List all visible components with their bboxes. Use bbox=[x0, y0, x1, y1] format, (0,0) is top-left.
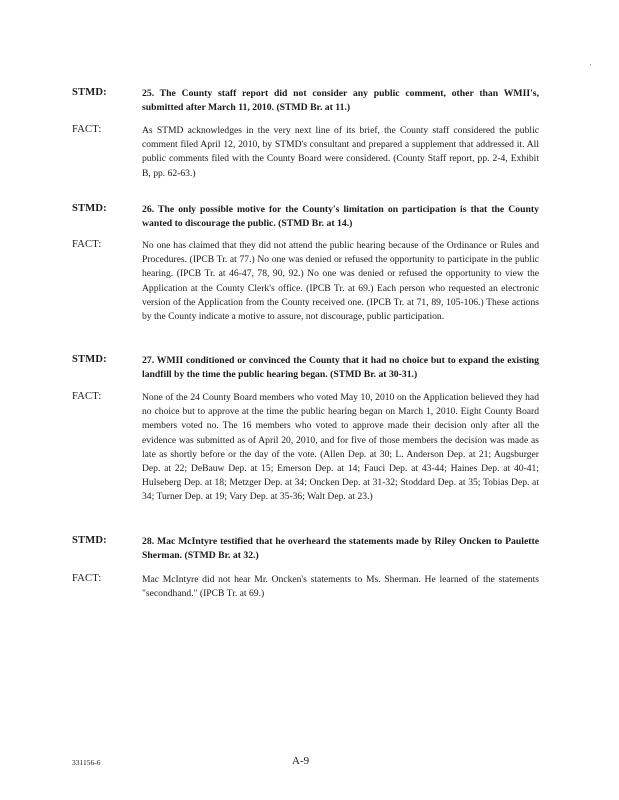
entry-text: 26. The only possible motive for the County's limitation on participation is that the County wanted to discourage the public. (STMD Br. at 14.) bbox=[142, 204, 539, 230]
corner-mark: ' bbox=[590, 64, 592, 70]
entry-text: 28. Mac McIntyre testified that he overheard the statements made by Riley Oncken to Paulette Sherman. (STMD Br. at 32.) bbox=[142, 536, 539, 562]
entry-label: FACT: bbox=[72, 391, 102, 402]
entry-text: None of the 24 County Board members who voted May 10, 2010 on the Application believed they had no choice but to approve at the time the public hearing began on March 1, 2010. Eight County Board members voted no. The 16 members who voted to approve made their decision only after all the evidence was submitted as of April 20, 2010, and for five of those members the decision was made as late as shortly before or the day of the vote. (Allen Dep. at 30; L. Anderson Dep. at 21; Augsburger Dep. at 22; DeBauw Dep. at 15; Emerson Dep. at 14; Fauci Dep. at 43-44; Haines Dep. at 40-41; Hulseberg Dep. at 18; Metzger Dep. at 34; Oncken Dep. at 31-32; Stoddard Dep. at 35; Tobias Dep. at 34; Turner Dep. at 19; Vary Dep. at 35-36; Walt Dep. at 23.) bbox=[142, 392, 539, 503]
footer-page-number: A-9 bbox=[292, 755, 310, 767]
entry-label: STMD: bbox=[72, 535, 107, 546]
entry-label: STMD: bbox=[72, 354, 107, 365]
entry-label: FACT: bbox=[72, 124, 102, 135]
entry-text: Mac McIntyre did not hear Mr. Oncken's statements to Ms. Sherman. He learned of the statements "secondhand." (IPCB Tr. at 69.) bbox=[142, 574, 539, 600]
entry-text: 25. The County staff report did not consider any public comment, other than WMII's, submitted after March 11, 2010. (STMD Br. at 11.) bbox=[142, 88, 539, 114]
entry-text: No one has claimed that they did not attend the public hearing because of the Ordinance or Rules and Procedures. (IPCB Tr. at 77.) No one was denied or refused the opportunity to participate in the public hearing. (IPCB Tr. at 46-47, 78, 90, 92.) No one was denied or refused the opportunity to view the Application at the County Clerk's office. (IPCB Tr. at 69.) Each person who requested an electronic version of the Application from the County received one. (IPCB Tr. at 71, 89, 105-106.) These actions by the County indicate a motive to assure, not discourage, public participation. bbox=[142, 240, 539, 323]
entry-label: STMD: bbox=[72, 203, 107, 214]
entry-text: 27. WMII conditioned or convinced the County that it had no choice but to expand the existing landfill by the time the public hearing began. (STMD Br. at 30-31.) bbox=[142, 355, 539, 381]
entry-label: FACT: bbox=[72, 239, 102, 250]
entry-label: FACT: bbox=[72, 573, 102, 584]
footer-doc-code: 331156-6 bbox=[72, 758, 101, 767]
entry-label: STMD: bbox=[72, 87, 107, 98]
entry-text: As STMD acknowledges in the very next line of its brief, the County staff considered the public comment filed April 12, 2010, by STMD's consultant and prepared a supplement that addressed it. All public comments filed with the County Board were considered. (County Staff report, pp. 2-4, Exhibit B, pp. 62-63.) bbox=[142, 125, 539, 179]
